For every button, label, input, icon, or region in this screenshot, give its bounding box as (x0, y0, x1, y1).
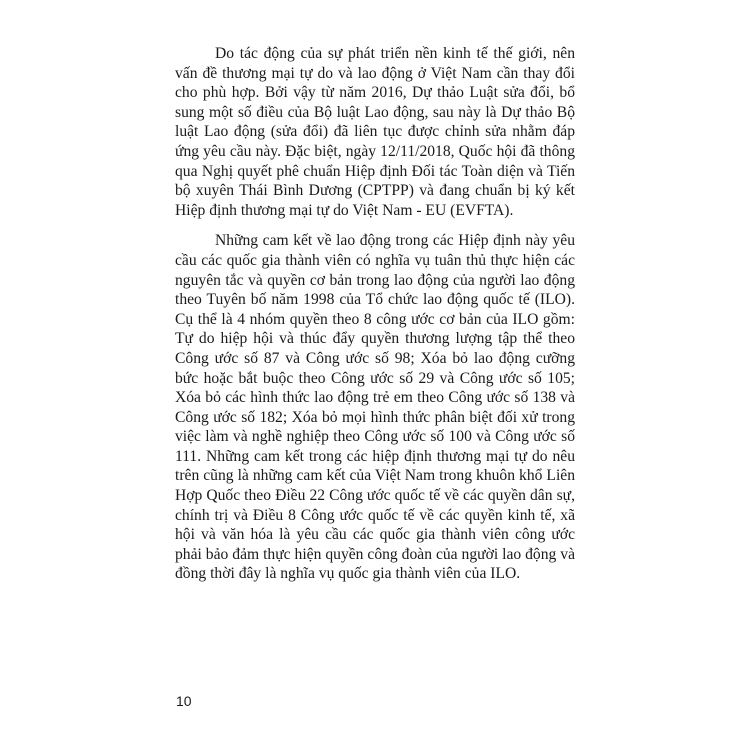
paragraph-1: Do tác động của sự phát triển nền kinh tế thế giới, nên vấn đề thương mại tự do và lao động ở Việt Nam cần thay đổi cho phù hợp. Bởi vậy từ năm 2016, Dự thảo Luật sửa đổi, bổ sung một số điều của Bộ luật Lao động, sau này là Dự thảo Bộ luật Lao động (sửa đổi) đã liên tục được chỉnh sửa nhằm đáp ứng yêu cầu này. Đặc biệt, ngày 12/11/2018, Quốc hội đã thông qua Nghị quyết phê chuẩn Hiệp định Đối tác Toàn diện và Tiến bộ xuyên Thái Bình Dương (CPTPP) và đang chuẩn bị ký kết Hiệp định thương mại tự do Việt Nam - EU (EVFTA). (175, 45, 575, 219)
page-number: 10 (176, 693, 192, 709)
paragraph-2: Những cam kết về lao động trong các Hiệp định này yêu cầu các quốc gia thành viên có nghĩa vụ tuân thủ thực hiện các nguyên tắc và quyền cơ bản trong lao động của người lao động theo Tuyên bố năm 1998 của Tổ chức lao động quốc tế (ILO). Cụ thể là 4 nhóm quyền theo 8 công ước cơ bản của ILO gồm: Tự do hiệp hội và thúc đẩy quyền thương lượng tập thể theo Công ước số 87 và Công ước số 98; Xóa bỏ lao động cưỡng bức hoặc bắt buộc theo Công ước số 29 và Công ước số 105; Xóa bỏ các hình thức lao động trẻ em theo Công ước số 138 và Công ước số 182; Xóa bỏ mọi hình thức phân biệt đối xử trong việc làm và nghề nghiệp theo Công ước số 100 và Công ước số 111. Những cam kết trong các hiệp định thương mại tự do nêu trên cũng là những cam kết của Việt Nam trong khuôn khổ Liên Hợp Quốc theo Điều 22 Công ước quốc tế về các quyền dân sự, chính trị và Điều 8 Công ước quốc tế về các quyền kinh tế, xã hội và văn hóa là yêu cầu các quốc gia thành viên công ước phải bảo đảm thực hiện quyền công đoàn của người lao động và đồng thời đây là nghĩa vụ quốc gia thành viên của ILO. (175, 232, 575, 583)
body-text (175, 44, 575, 584)
